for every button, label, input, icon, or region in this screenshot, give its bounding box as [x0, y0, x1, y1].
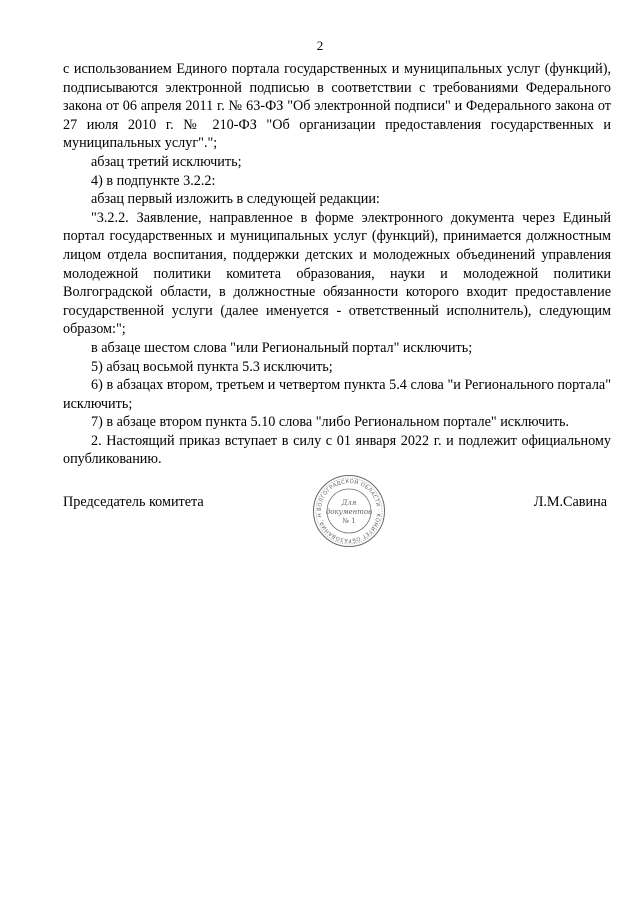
- svg-text:№ 1: № 1: [342, 517, 356, 525]
- svg-text:Для: Для: [341, 499, 357, 507]
- page-number: 2: [316, 38, 324, 53]
- paragraph-item: абзац третий исключить;: [91, 153, 242, 170]
- official-stamp: [312, 474, 386, 548]
- paragraph-quote: "3.2.2. Заявление, направленное в форме электронного документа через Единый портал государственных и муниципальных услуг (функций), принимается должностным лицом отдела воспитания, поддержки детских и молодежных объединений управления молодежной политики комитета образования, науки и молодежной политики Волгоградской области, в должностные обязанности которого входит предоставление государственной услуги (далее именуется - ответственный исполнитель), следующим образом:";: [63, 209, 611, 338]
- paragraph-item: 2. Настоящий приказ вступает в силу с 01 января 2022 г. и подлежит официальному опубликованию.: [63, 432, 611, 468]
- paragraph-item: 5) абзац восьмой пункта 5.3 исключить;: [91, 358, 333, 375]
- document-body: [63, 60, 611, 469]
- signatory-position: Председатель комитета: [63, 494, 204, 510]
- paragraph-item: 6) в абзацах втором, третьем и четвертом пункта 5.4 слова "и Регионального портала" исключить;: [63, 377, 611, 412]
- paragraph-continuation: с использованием Единого портала государственных и муниципальных услуг (функций), подписываются электронной подписью в соответствии с требованиями Федерального закона от 06 апреля 2011 г. № 63-ФЗ "Об электронной подписи" и Федерального закона от 27 июля 2010 г. № 210-ФЗ "Об организации предоставления государственных и муниципальных услуг".";: [63, 61, 611, 152]
- paragraph-item: 4) в подпункте 3.2.2:: [91, 172, 216, 189]
- svg-text:ВОЛГОГРАДСКОЙ ОБЛАСТИ · КОМИТЕ: ВОЛГОГРАДСКОЙ ОБЛАСТИ · КОМИТЕТ ОБРАЗОВАНИЯ, Н: [316, 478, 382, 544]
- paragraph-item: в абзаце шестом слова "или Региональный портал" исключить;: [91, 339, 473, 356]
- paragraph-item: абзац первый изложить в следующей редакции:: [91, 191, 380, 208]
- svg-text:документов: документов: [325, 508, 373, 516]
- signatory-name: Л.М.Савина: [533, 494, 607, 510]
- paragraph-item: 7) в абзаце втором пункта 5.10 слова "либо Региональном портале" исключить.: [91, 414, 570, 431]
